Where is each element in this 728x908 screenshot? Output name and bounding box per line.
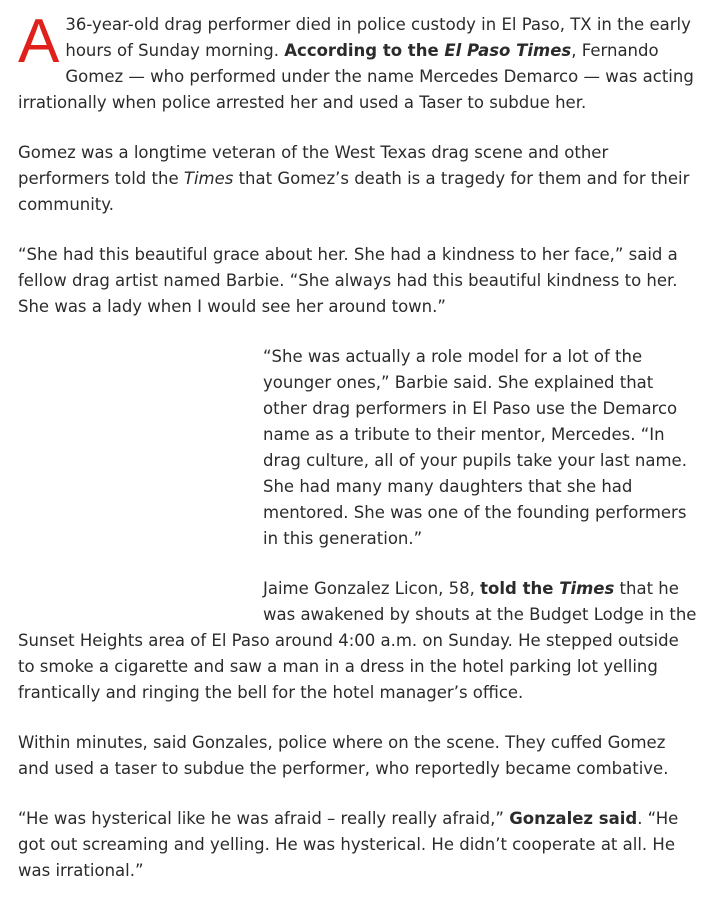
paragraph-3-text: “She had this beautiful grace about her. She had a kindness to her face,” said a fellow drag artist named Barbie. “She always had this beautiful kindness to her. She was a lady when I would see her around town.” [18, 245, 678, 316]
el-paso-times-link[interactable] [284, 41, 571, 60]
paragraph-4-text: “She was actually a role model for a lot of the younger ones,” Barbie said. She explained that other drag performers in El Paso use the Demarco name as a tribute to their mentor, Mercedes. “In drag culture, all of your pupils take your last name. She had many many daughters that she had mentored. She was one of the founding performers in this generation.” [263, 347, 687, 548]
article-body [18, 7, 700, 908]
paragraph-3 [18, 242, 700, 320]
paragraph-7-text-a: “He was hysterical like he was afraid – really really afraid,” [18, 809, 510, 828]
el-paso-times-link-text: According to the [284, 41, 445, 60]
told-the-times-link-italic: Times [559, 579, 615, 598]
times-italic: Times [183, 169, 234, 188]
gonzalez-said-link-text: Gonzalez said [509, 809, 638, 828]
paragraph-1-text-a: 36-year-old drag performer died in police custody in El Paso, TX in the early hours of Sunday morning. [65, 15, 691, 60]
paragraph-2 [18, 140, 700, 218]
paragraph-1-text-b: , Fernando Gomez — who performed under the name Mercedes Demarco — was acting irrationally when police arrested her and used a Taser to subdue her. [18, 41, 694, 112]
paragraph-6-text: Within minutes, said Gonzales, police where on the scene. They cuffed Gomez and used a taser to subdue the performer, who reportedly became combative. [18, 733, 669, 778]
paragraph-2-text-b: that Gomez’s death is a tragedy for them and for their community. [18, 169, 690, 214]
embedded-media-placeholder [18, 344, 263, 606]
gonzalez-said-link[interactable] [509, 809, 637, 828]
paragraph-7 [18, 806, 700, 884]
paragraph-7-text-b: . “He got out screaming and yelling. He was hysterical. He didn’t cooperate at all. He was irrational.” [18, 809, 679, 880]
told-the-times-link-text: told the [480, 579, 560, 598]
paragraph-2-text-a: Gomez was a longtime veteran of the West Texas drag scene and other performers told the [18, 143, 609, 188]
drop-cap: A [18, 7, 60, 76]
paragraph-1 [18, 7, 700, 116]
paragraph-5-text-b: that he was awakened by shouts at the Budget Lodge in the Sunset Heights area of El Paso around 4:00 a.m. on Sunday. He stepped outside to smoke a cigarette and saw a man in a dress in the hotel parking lot yelling frantically and ringing the bell for the hotel manager’s office. [18, 579, 697, 702]
told-the-times-link[interactable] [480, 579, 614, 598]
paragraph-5-text-a: Jaime Gonzalez Licon, 58, [263, 579, 481, 598]
el-paso-times-link-italic: El Paso Times [444, 41, 572, 60]
paragraph-6 [18, 730, 700, 782]
